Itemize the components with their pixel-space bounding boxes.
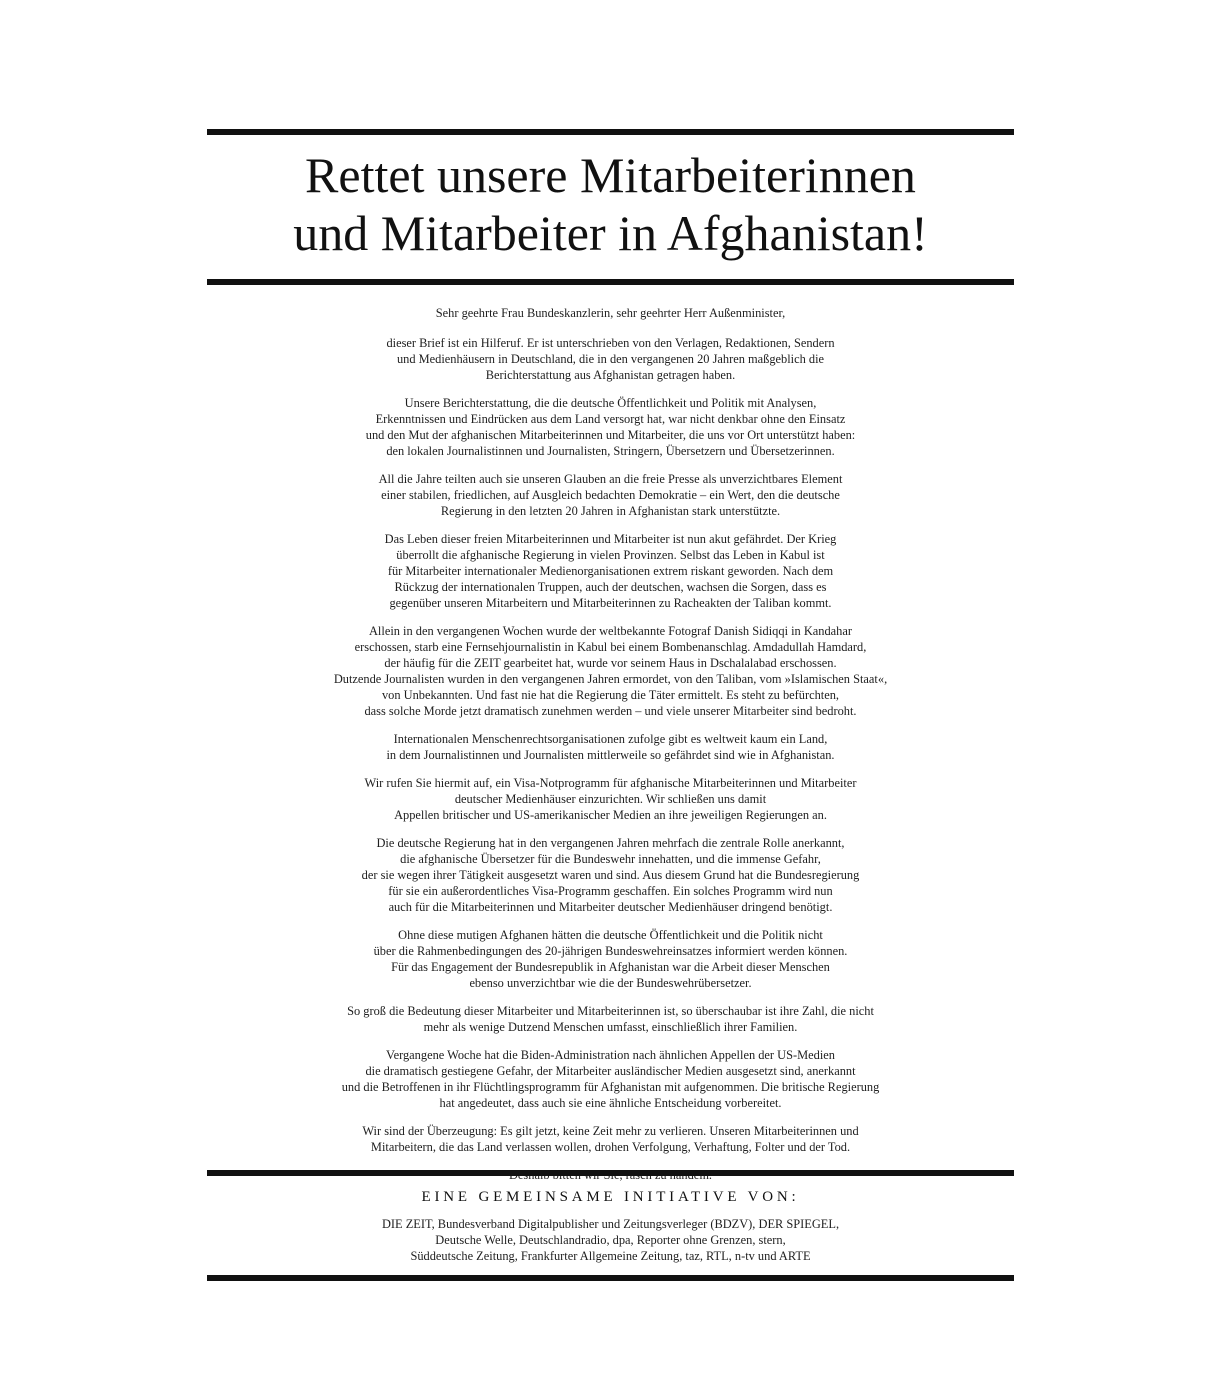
letter-line: Erkenntnissen und Eindrücken aus dem Land versorgt hat, war nicht denkbar ohne den Einsatz bbox=[375, 412, 846, 426]
letter-line: Unsere Berichterstattung, die die deutsche Öffentlichkeit und Politik mit Analysen, bbox=[404, 396, 817, 410]
letter-paragraph bbox=[207, 471, 1014, 519]
headline-line: Rettet unsere Mitarbeiterinnen bbox=[305, 147, 916, 203]
initiative-top-rule bbox=[207, 1170, 1014, 1176]
letter-line: dieser Brief ist ein Hilferuf. Er ist unterschrieben von den Verlagen, Redaktionen, Sendern bbox=[386, 336, 835, 350]
headline bbox=[207, 146, 1014, 262]
letter-line: Internationalen Menschenrechtsorganisationen zufolge gibt es weltweit kaum ein Land, bbox=[393, 732, 828, 746]
open-letter bbox=[207, 305, 1014, 1195]
letter-line: die dramatisch gestiegene Gefahr, der Mitarbeiter ausländischer Medien ausgesetzt sind, anerkannt bbox=[365, 1064, 856, 1078]
letter-line: überrollt die afghanische Regierung in vielen Provinzen. Selbst das Leben in Kabul ist bbox=[396, 548, 825, 562]
signers-line: DIE ZEIT, Bundesverband Digitalpublisher und Zeitungsverleger (BDZV), DER SPIEGEL, bbox=[381, 1217, 840, 1231]
letter-paragraph bbox=[207, 731, 1014, 763]
letter-paragraph bbox=[207, 775, 1014, 823]
letter-line: in dem Journalistinnen und Journalisten mittlerweile so gefährdet sind wie in Afghanistan. bbox=[386, 748, 835, 762]
letter-line: der häufig für die ZEIT gearbeitet hat, wurde vor seinem Haus in Dschalalabad erschossen. bbox=[384, 656, 837, 670]
letter-line: Dutzende Journalisten wurden in den vergangenen Jahren ermordet, von den Taliban, vom »Islamischen Staat«, bbox=[333, 672, 888, 686]
letter-line: auch für die Mitarbeiterinnen und Mitarbeiter deutscher Medienhäuser dringend benötigt. bbox=[388, 900, 833, 914]
letter-line: Rückzug der internationalen Truppen, auch der deutschen, wachsen die Sorgen, dass es bbox=[394, 580, 827, 594]
letter-line: und den Mut der afghanischen Mitarbeiterinnen und Mitarbeiter, die uns vor Ort unterstützt haben: bbox=[365, 428, 856, 442]
letter-line: mehr als wenige Dutzend Menschen umfasst, einschließlich ihrer Familien. bbox=[423, 1020, 798, 1034]
letter-line: dass solche Morde jetzt dramatisch zunehmen werden – und viele unserer Mitarbeiter sind bedroht. bbox=[364, 704, 857, 718]
letter-line: Wir sind der Überzeugung: Es gilt jetzt, keine Zeit mehr zu verlieren. Unseren Mitarbeiterinnen und bbox=[362, 1124, 859, 1138]
letter-body bbox=[207, 335, 1014, 1155]
letter-line: und Medienhäusern in Deutschland, die in den vergangenen 20 Jahren maßgeblich die bbox=[396, 352, 825, 366]
letter-line: der sie wegen ihrer Tätigkeit ausgesetzt waren und sind. Aus diesem Grund hat die Bundesregierung bbox=[361, 868, 860, 882]
letter-line: den lokalen Journalistinnen und Journalisten, Stringern, Übersetzern und Übersetzerinnen. bbox=[386, 444, 835, 458]
letter-line: Ohne diese mutigen Afghanen hätten die deutsche Öffentlichkeit und die Politik nicht bbox=[398, 928, 823, 942]
letter-paragraph bbox=[207, 1047, 1014, 1111]
letter-line: deutscher Medienhäuser einzurichten. Wir schließen uns damit bbox=[454, 792, 767, 806]
signers-line: Süddeutsche Zeitung, Frankfurter Allgemeine Zeitung, taz, RTL, n-tv und ARTE bbox=[410, 1249, 811, 1263]
letter-line: Sehr geehrte Frau Bundeskanzlerin, sehr geehrter Herr Außenminister, bbox=[435, 306, 786, 320]
letter-paragraph bbox=[207, 395, 1014, 459]
letter-line: So groß die Bedeutung dieser Mitarbeiter und Mitarbeiterinnen ist, so überschaubar ist ihre Zahl, die nicht bbox=[347, 1004, 874, 1018]
letter-line: Appellen britischer und US-amerikanischer Medien an ihre jeweiligen Regierungen an. bbox=[394, 808, 827, 822]
letter-paragraph bbox=[207, 835, 1014, 915]
letter-line: Wir rufen Sie hiermit auf, ein Visa-Notprogramm für afghanische Mitarbeiterinnen und Mitarbeiter bbox=[364, 776, 857, 790]
letter-line: hat angedeutet, dass auch sie eine ähnliche Entscheidung vorbereitet. bbox=[439, 1096, 782, 1110]
letter-line: Berichterstattung aus Afghanistan getragen haben. bbox=[485, 368, 736, 382]
letter-line: Vergangene Woche hat die Biden-Administration nach ähnlichen Appellen der US-Medien bbox=[386, 1048, 835, 1062]
letter-line: All die Jahre teilten auch sie unseren Glauben an die freie Presse als unverzichtbares Element bbox=[378, 472, 843, 486]
letter-line: ebenso unverzichtbar wie die der Bundeswehrübersetzer. bbox=[469, 976, 752, 990]
letter-line: für Mitarbeiter internationaler Medienorganisationen extrem riskant geworden. Nach dem bbox=[387, 564, 834, 578]
letter-line: für sie ein außerordentliches Visa-Programm geschaffen. Ein solches Programm wird nun bbox=[388, 884, 833, 898]
letter-line: einer stabilen, friedlichen, auf Ausgleich bedachten Demokratie – ein Wert, den die deutsche bbox=[381, 488, 840, 502]
letter-line: Die deutsche Regierung hat in den vergangenen Jahren mehrfach die zentrale Rolle anerkannt, bbox=[376, 836, 845, 850]
letter-line: erschossen, starb eine Fernsehjournalistin in Kabul bei einem Bombenanschlag. Amdadullah Hamdard, bbox=[354, 640, 867, 654]
letter-paragraph bbox=[207, 1123, 1014, 1155]
letter-line: Regierung in den letzten 20 Jahren in Afghanistan stark unterstützte. bbox=[440, 504, 781, 518]
letter-line: Mitarbeitern, die das Land verlassen wollen, drohen Verfolgung, Verhaftung, Folter und der Tod. bbox=[370, 1140, 851, 1154]
letter-line: Für das Engagement der Bundesrepublik in Afghanistan war die Arbeit dieser Menschen bbox=[391, 960, 830, 974]
letter-paragraph bbox=[207, 927, 1014, 991]
bottom-rule bbox=[207, 1275, 1014, 1281]
signers-list bbox=[207, 1216, 1014, 1264]
letter-line: und die Betroffenen in ihr Flüchtlingsprogramm für Afghanistan mit aufgenommen. Die britische Regierung bbox=[341, 1080, 880, 1094]
letter-paragraph bbox=[207, 531, 1014, 611]
letter-line: Allein in den vergangenen Wochen wurde der weltbekannte Fotograf Danish Sidiqqi in Kandahar bbox=[368, 624, 853, 638]
letter-line: über die Rahmenbedingungen des 20-jährigen Bundeswehreinsatzes informiert werden können. bbox=[373, 944, 848, 958]
letter-paragraph bbox=[207, 1003, 1014, 1035]
headline-bottom-rule bbox=[207, 279, 1014, 285]
salutation bbox=[207, 305, 1014, 321]
top-rule bbox=[207, 129, 1014, 135]
headline-line: und Mitarbeiter in Afghanistan! bbox=[293, 205, 928, 261]
letter-line: gegenüber unseren Mitarbeitern und Mitarbeiterinnen zu Racheakten der Taliban kommt. bbox=[389, 596, 832, 610]
letter-paragraph bbox=[207, 335, 1014, 383]
signers-line: Deutsche Welle, Deutschlandradio, dpa, Reporter ohne Grenzen, stern, bbox=[435, 1233, 786, 1247]
letter-line: die afghanische Übersetzer für die Bundeswehr innehatten, und die immense Gefahr, bbox=[400, 852, 821, 866]
letter-paragraph bbox=[207, 623, 1014, 719]
initiative-title: EINE GEMEINSAME INITIATIVE VON: bbox=[421, 1189, 800, 1205]
letter-line: von Unbekannten. Und fast nie hat die Regierung die Täter ermittelt. Es steht zu befürchten, bbox=[381, 688, 840, 702]
letter-line: Das Leben dieser freien Mitarbeiterinnen und Mitarbeiter ist nun akut gefährdet. Der Krieg bbox=[384, 532, 837, 546]
